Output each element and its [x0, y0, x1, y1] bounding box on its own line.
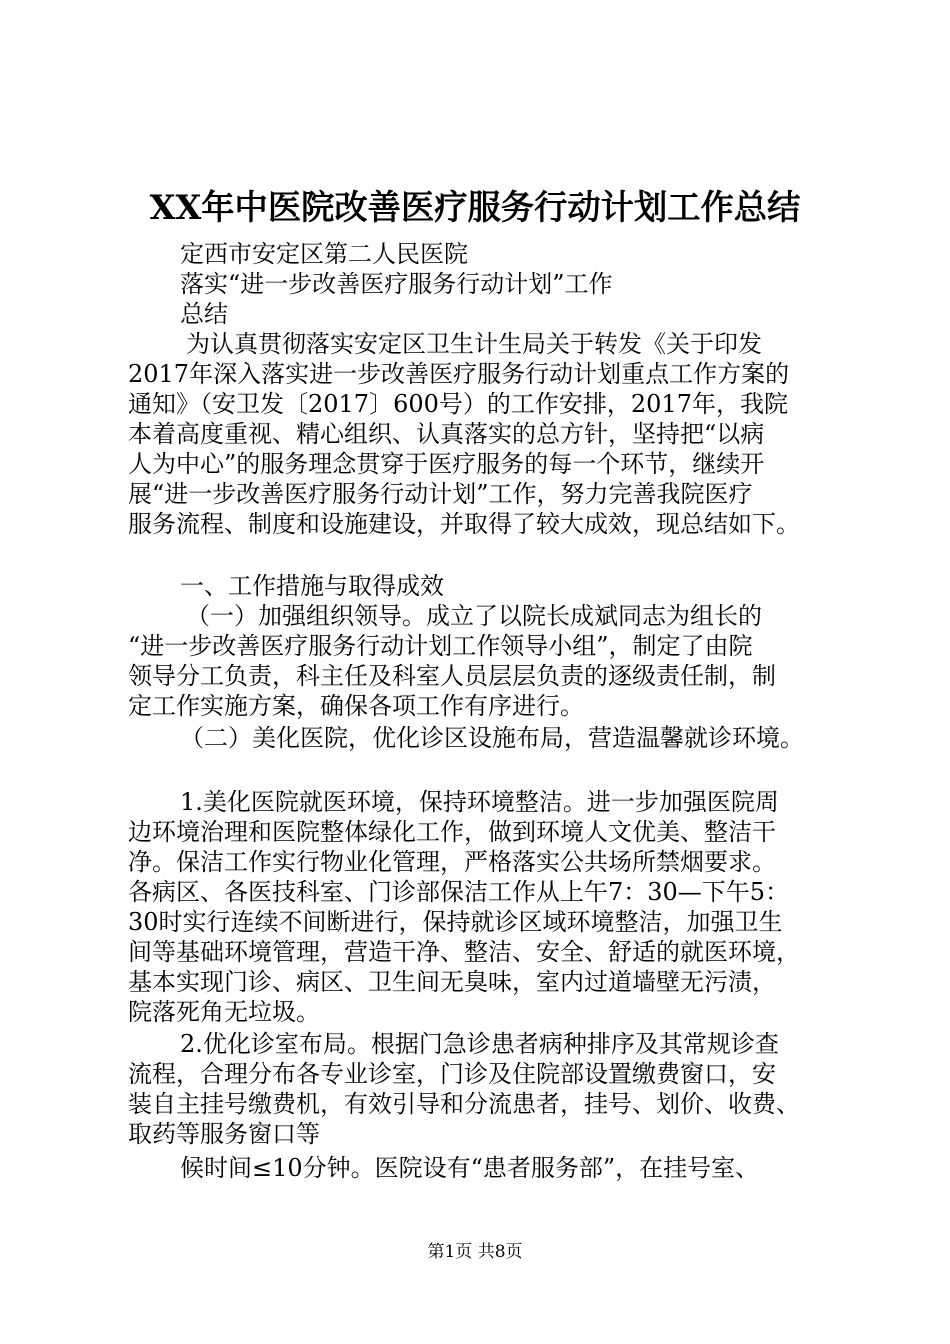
- body-line: “进一步改善医疗服务行动计划工作领导小组”，制定了由院: [128, 632, 753, 660]
- body-line: 本着高度重视、精心组织、认真落实的总方针，坚持把“以病: [128, 420, 765, 448]
- document-title: XX年中医院改善医疗服务行动计划工作总结: [149, 188, 801, 228]
- body-line: 各病区、各医技科室、门诊部保洁工作从上午7：30—下午5：: [128, 878, 790, 906]
- body-line: 人为中心”的服务理念贯穿于医疗服务的每一个环节，继续开: [128, 450, 765, 478]
- body-line: 30时实行连续不间断进行，保持就诊区域环境整洁，加强卫生: [128, 908, 783, 936]
- page-footer: 第1页 共8页: [427, 1242, 523, 1262]
- body-line: 服务流程、制度和设施建设，并取得了较大成效，现总结如下。: [128, 510, 800, 538]
- body-line: 间等基础环境管理，营造干净、整洁、安全、舒适的就医环境，: [128, 938, 800, 966]
- subsection-heading: （二）美化医院，优化诊区设施布局，营造温馨就诊环境。: [180, 724, 804, 752]
- subtitle-line: 总结: [180, 300, 228, 328]
- body-line: 边环境治理和医院整体绿化工作，做到环境人文优美、整洁干: [128, 818, 776, 846]
- body-line: 展“进一步改善医疗服务行动计划”工作，努力完善我院医疗: [128, 480, 753, 508]
- body-line: 1.美化医院就医环境，保持环境整洁。进一步加强医院周: [180, 788, 779, 816]
- body-line: 装自主挂号缴费机，有效引导和分流患者，挂号、划价、收费、: [128, 1090, 800, 1118]
- body-line: （一）加强组织领导。成立了以院长成斌同志为组长的: [186, 602, 762, 630]
- body-line: 定工作实施方案，确保各项工作有序进行。: [128, 692, 584, 720]
- body-line: 基本实现门诊、病区、卫生间无臭味，室内过道墙壁无污渍，: [128, 968, 776, 996]
- body-line: 流程，合理分布各专业诊室，门诊及住院部设置缴费窗口，安: [128, 1060, 776, 1088]
- body-line: 院落死角无垃圾。: [128, 998, 320, 1026]
- org-name: 定西市安定区第二人民医院: [180, 240, 468, 268]
- body-line: 取药等服务窗口等: [128, 1120, 320, 1148]
- body-line: 通知》（安卫发〔2017〕600号）的工作安排，2017年，我院: [128, 390, 788, 418]
- body-line: 领导分工负责，科主任及科室人员层层负责的逐级责任制，制: [128, 662, 776, 690]
- body-line: 净。保洁工作实行物业化管理，严格落实公共场所禁烟要求。: [128, 848, 776, 876]
- body-line: 2.优化诊室布局。根据门急诊患者病种排序及其常规诊查: [180, 1030, 779, 1058]
- body-line: 为认真贯彻落实安定区卫生计生局关于转发《关于印发: [186, 330, 762, 358]
- body-line: 2017年深入落实进一步改善医疗服务行动计划重点工作方案的: [128, 360, 790, 388]
- subtitle-line: 落实“进一步改善医疗服务行动计划”工作: [180, 270, 613, 298]
- body-line: 候时间≤10分钟。医院设有“患者服务部”，在挂号室、: [180, 1154, 760, 1182]
- section-heading: 一、工作措施与取得成效: [180, 572, 444, 600]
